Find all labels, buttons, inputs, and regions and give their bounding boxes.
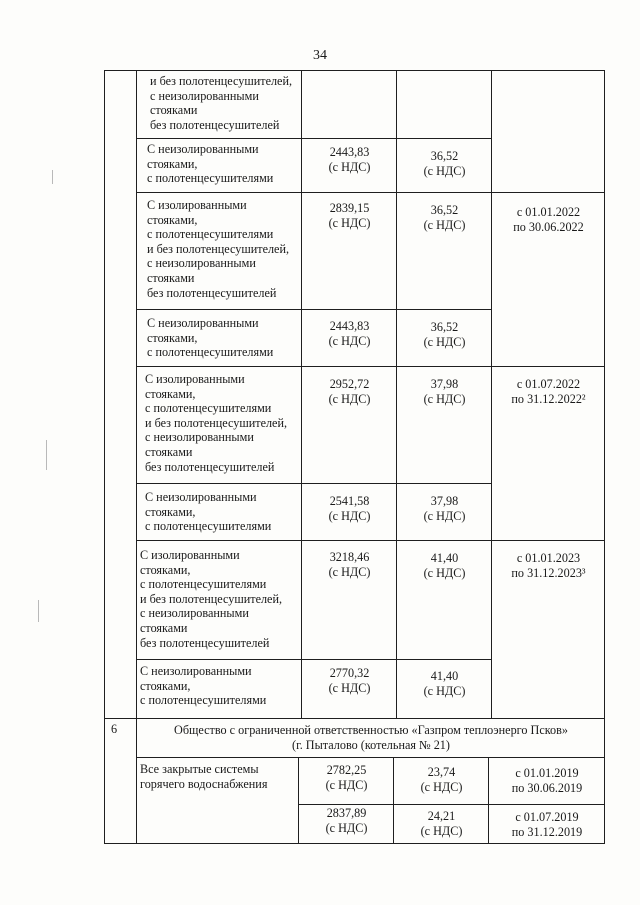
entry-6-organization: Общество с ограниченной ответственностью «Газпром теплоэнерго Псков» (г. Пыталово (котельная № 21): [174, 723, 568, 752]
row-5-description: С неизолированными стояками, с полотенцесушителями: [145, 490, 272, 534]
table-border-bottom: [104, 843, 605, 844]
scan-artifact-left-3: [52, 170, 53, 184]
entry-6-row-1-value1: 2782,25 (с НДС): [325, 763, 368, 792]
row-7-description: С неизолированными стояками, с полотенцесушителями: [140, 664, 267, 708]
row-4-description: С изолированными стояками, с полотенцесушителями и без полотенцесушителей, с неизолированными стояками без полотенцесушителей: [145, 372, 288, 474]
row-5-value1: 2541,58 (с НДС): [328, 494, 371, 523]
col-line-value2: [491, 70, 492, 718]
row-line-8: [104, 718, 605, 719]
col-line-desc: [301, 70, 302, 718]
row-line-2: [136, 192, 605, 193]
entry-6-system: Все закрытые системы горячего водоснабжения: [140, 762, 268, 791]
table-border-top: [104, 70, 605, 71]
row-line-1: [136, 138, 491, 139]
row-4-period: с 01.07.2022 по 31.12.2022²: [511, 377, 586, 406]
col-line-value1: [396, 70, 397, 718]
page-number: 34: [313, 48, 327, 63]
row-4-value2: 37,98 (с НДС): [423, 377, 466, 406]
row-1-description: С неизолированными стояками, с полотенцесушителями: [147, 142, 274, 186]
row-line-10: [298, 804, 605, 805]
row-5-value2: 37,98 (с НДС): [423, 494, 466, 523]
row-6-value1: 3218,46 (с НДС): [328, 550, 371, 579]
row-line-4: [136, 366, 605, 367]
row-2-value1: 2839,15 (с НДС): [328, 201, 371, 230]
row-2-value2: 36,52 (с НДС): [423, 203, 466, 232]
entry-6-row-1-value2: 23,74 (с НДС): [420, 765, 463, 794]
row-6-description: С изолированными стояками, с полотенцесушителями и без полотенцесушителей, с неизолированными стояками без полотенцесушителей: [140, 548, 283, 650]
row-6-period: с 01.01.2023 по 31.12.2023³: [511, 551, 586, 580]
col-line-number: [136, 70, 137, 843]
col-line-desc-6: [298, 757, 299, 843]
row-line-6: [136, 540, 605, 541]
row-3-description: С неизолированными стояками, с полотенцесушителями: [147, 316, 274, 360]
table-border-right: [604, 70, 605, 843]
row-2-period: с 01.01.2022 по 30.06.2022: [513, 205, 584, 234]
row-3-value2: 36,52 (с НДС): [423, 320, 466, 349]
row-3-value1: 2443,83 (с НДС): [328, 319, 371, 348]
col-line-value1-6: [393, 757, 394, 843]
scan-artifact-left-2: [38, 600, 39, 622]
row-line-5: [136, 483, 491, 484]
entry-6-row-1-period: с 01.01.2019 по 30.06.2019: [511, 766, 583, 795]
row-1-value1: 2443,83 (с НДС): [328, 145, 371, 174]
row-4-value1: 2952,72 (с НДС): [328, 377, 371, 406]
row-6-value2: 41,40 (с НДС): [423, 551, 466, 580]
col-line-value2-6: [488, 757, 489, 843]
scan-artifact-left: [46, 440, 47, 470]
row-line-3: [136, 309, 491, 310]
row-7-value2: 41,40 (с НДС): [423, 669, 466, 698]
entry-6-row-2-value2: 24,21 (с НДС): [420, 809, 463, 838]
row-2-description: С изолированными стояками, с полотенцесушителями и без полотенцесушителей, с неизолированными стояками без полотенцесушителей: [147, 198, 290, 300]
row-line-7: [136, 659, 491, 660]
row-1-value2: 36,52 (с НДС): [423, 149, 466, 178]
row-line-9: [136, 757, 605, 758]
row-0-description: и без полотенцесушителей, с неизолированными стояками без полотенцесушителей: [150, 74, 293, 132]
row-7-value1: 2770,32 (с НДС): [328, 666, 371, 695]
entry-6-number: 6: [111, 722, 118, 736]
entry-6-row-2-period: с 01.07.2019 по 31.12.2019: [511, 810, 583, 839]
entry-6-row-2-value1: 2837,89 (с НДС): [325, 806, 368, 835]
table-border-left: [104, 70, 105, 843]
